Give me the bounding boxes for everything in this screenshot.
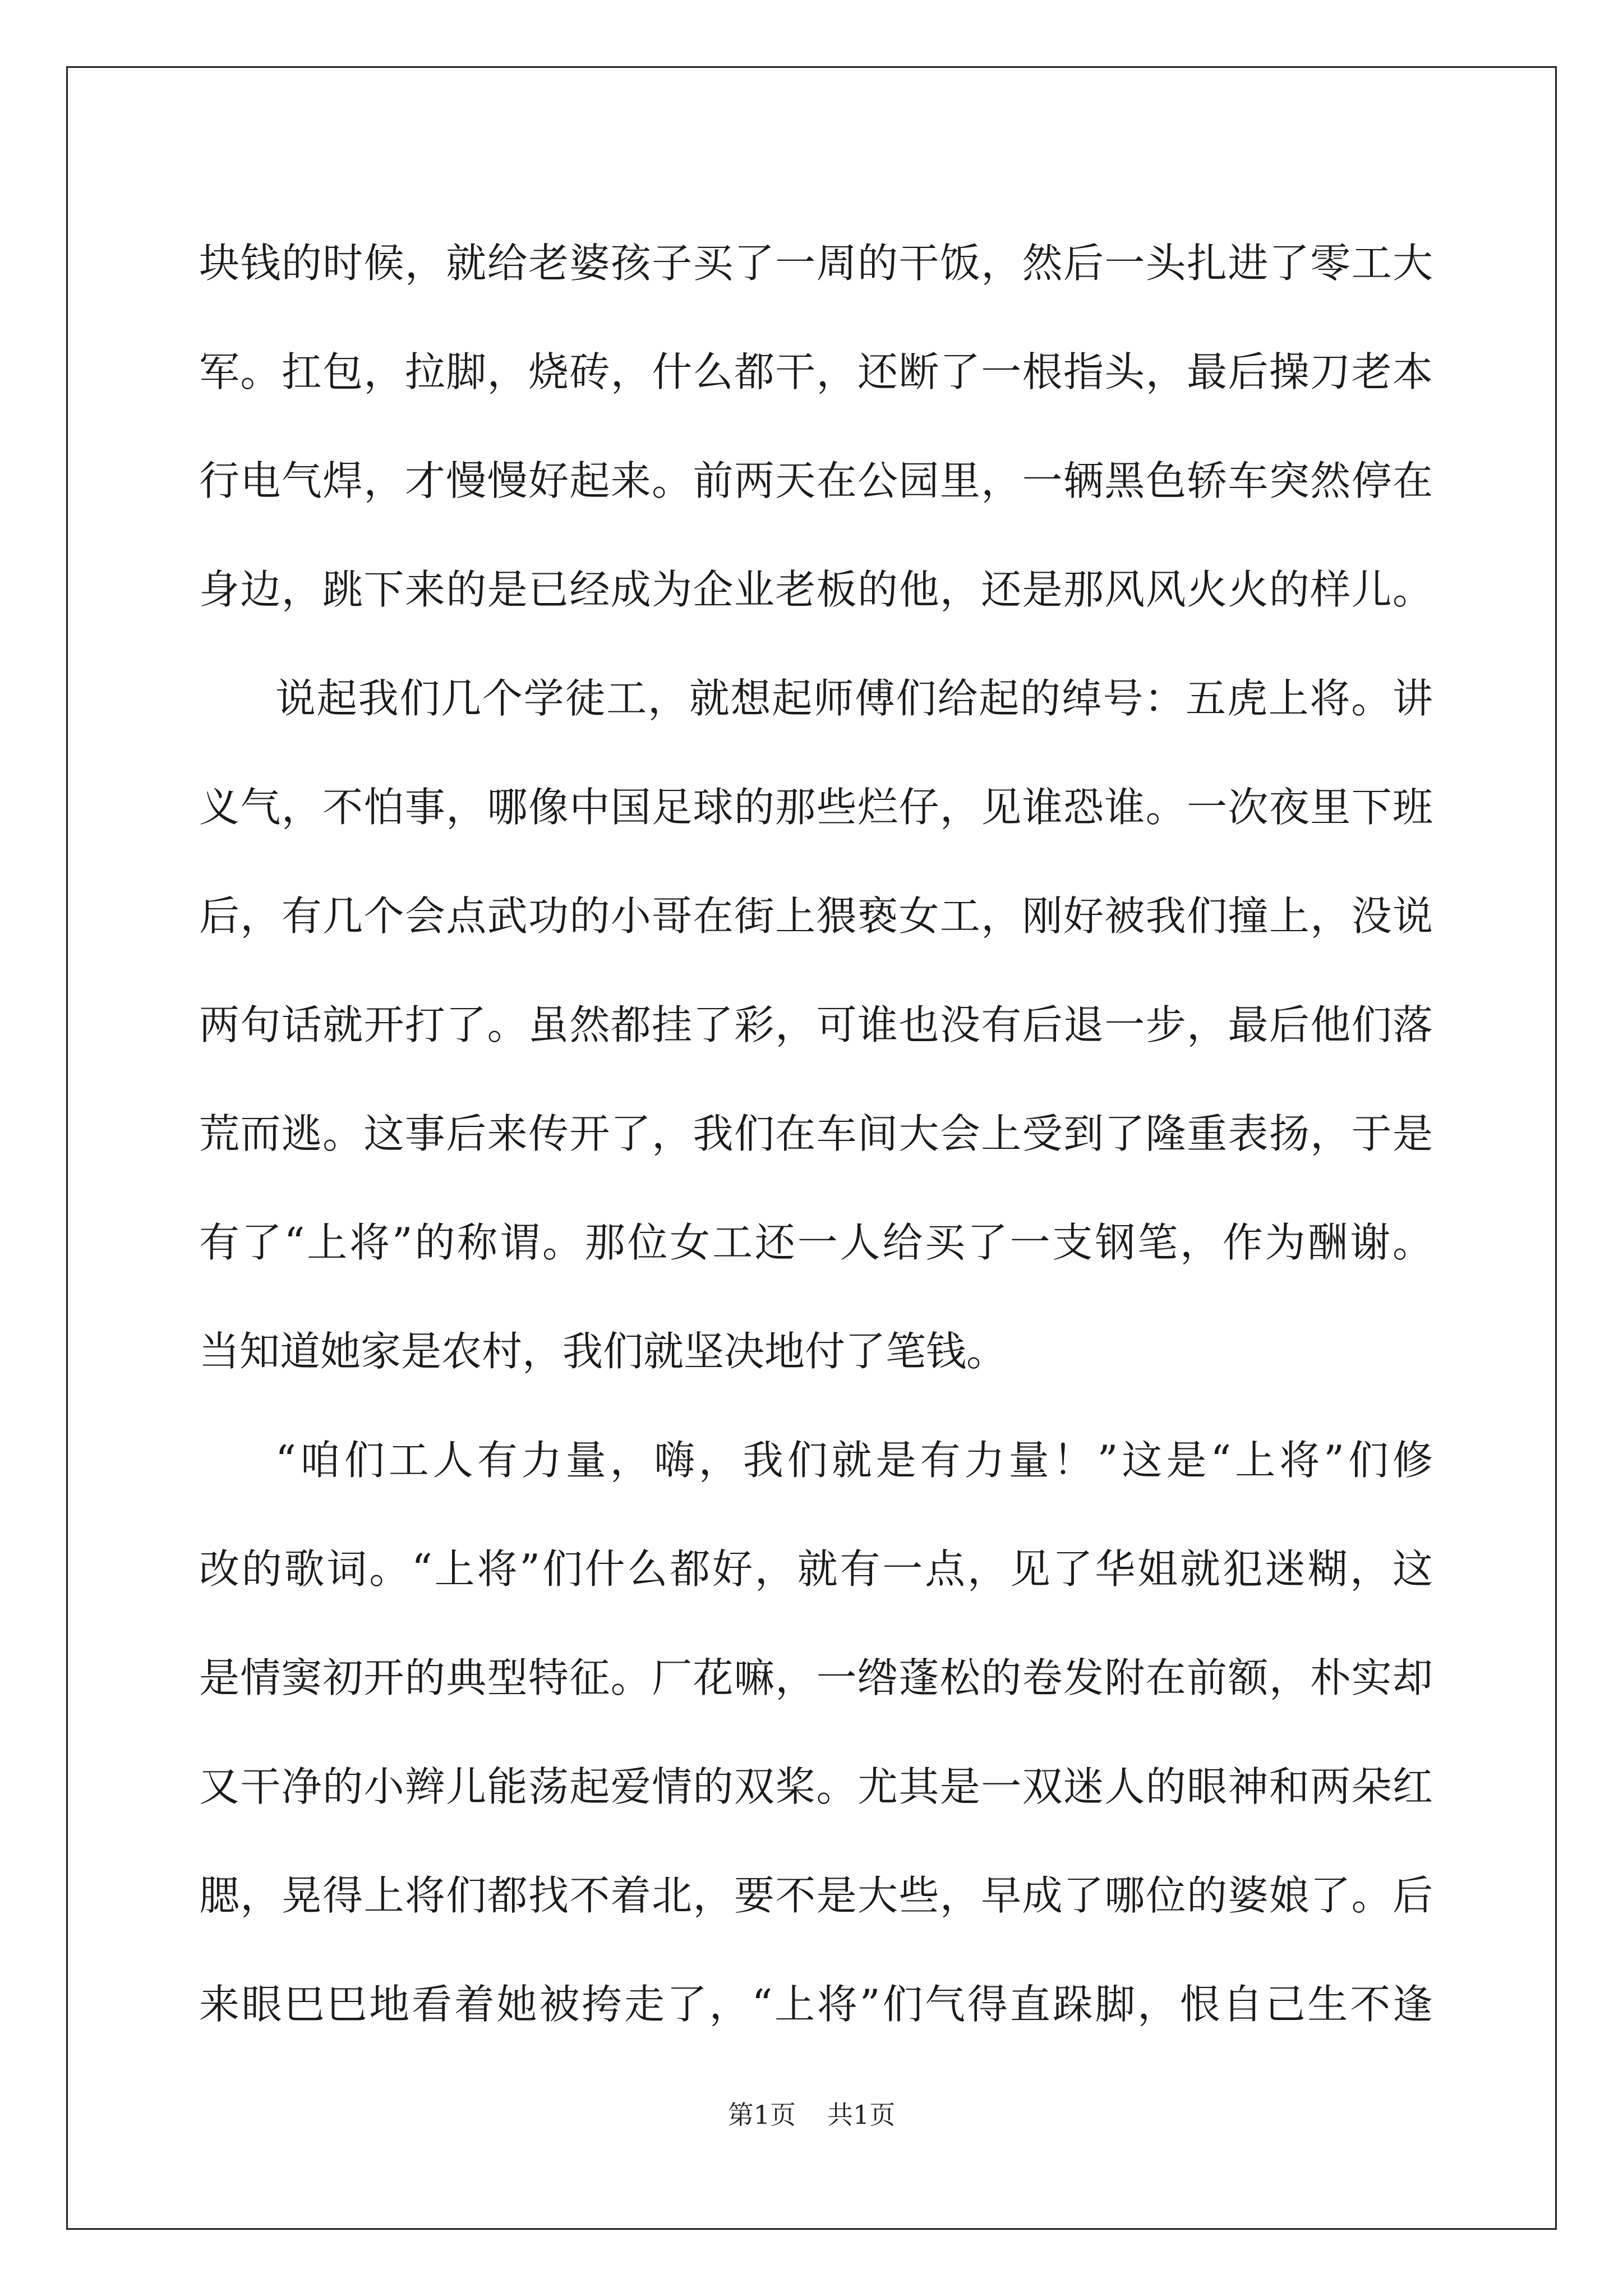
text-line: 来眼巴巴地看着她被挎走了，“上将”们气得直跺脚，恨自己生不逢 — [199, 1981, 1433, 2028]
text-line: 是情窦初开的典型特征。厂花嘛，一绺蓬松的卷发附在前额，朴实却 — [199, 1654, 1433, 1701]
text-line: 荒而逃。这事后来传开了，我们在车间大会上受到了隆重表扬，于是 — [199, 1110, 1433, 1157]
text-line: 两句话就开打了。虽然都挂了彩，可谁也没有后退一步，最后他们落 — [199, 1001, 1433, 1048]
page-number-current: 第1页 — [727, 2100, 796, 2130]
text-line: 行电气焊，才慢慢好起来。前两天在公园里，一辆黑色轿车突然停在 — [199, 457, 1433, 504]
text-line: 身边，跳下来的是已经成为企业老板的他，还是那风风火火的样儿。 — [199, 566, 1433, 613]
text-line: 又干净的小辫儿能荡起爱情的双桨。尤其是一双迷人的眼神和两朵红 — [199, 1763, 1433, 1810]
text-line: 后，有几个会点武功的小哥在街上猥亵女工，刚好被我们撞上，没说 — [199, 892, 1433, 940]
text-line: 改的歌词。“上将”们什么都好，就有一点，见了华姐就犯迷糊，这 — [199, 1545, 1433, 1593]
text-line: 军。扛包，拉脚，烧砖，什么都干，还断了一根指头，最后操刀老本 — [199, 348, 1433, 395]
document-body — [199, 209, 1433, 2059]
text-line: 说起我们几个学徒工，就想起师傅们给起的绰号：五虎上将。讲 — [275, 675, 1433, 722]
page-footer — [0, 2098, 1623, 2132]
text-line: 义气，不怕事，哪像中国足球的那些烂仔，见谁恐谁。一次夜里下班 — [199, 784, 1433, 831]
page-number-total: 共1页 — [827, 2100, 896, 2130]
text-line: 腮，晃得上将们都找不着北，要不是大些，早成了哪位的婆娘了。后 — [199, 1872, 1433, 1919]
text-line: 块钱的时候，就给老婆孩子买了一周的干饭，然后一头扎进了零工大 — [199, 240, 1433, 287]
text-line: 当知道她家是农村，我们就坚决地付了笔钱。 — [199, 1328, 1007, 1375]
text-line: “咱们工人有力量，嗨，我们就是有力量！”这是“上将”们修 — [275, 1437, 1433, 1484]
text-line: 有了“上将”的称谓。那位女工还一人给买了一支钢笔，作为酬谢。 — [199, 1219, 1433, 1266]
